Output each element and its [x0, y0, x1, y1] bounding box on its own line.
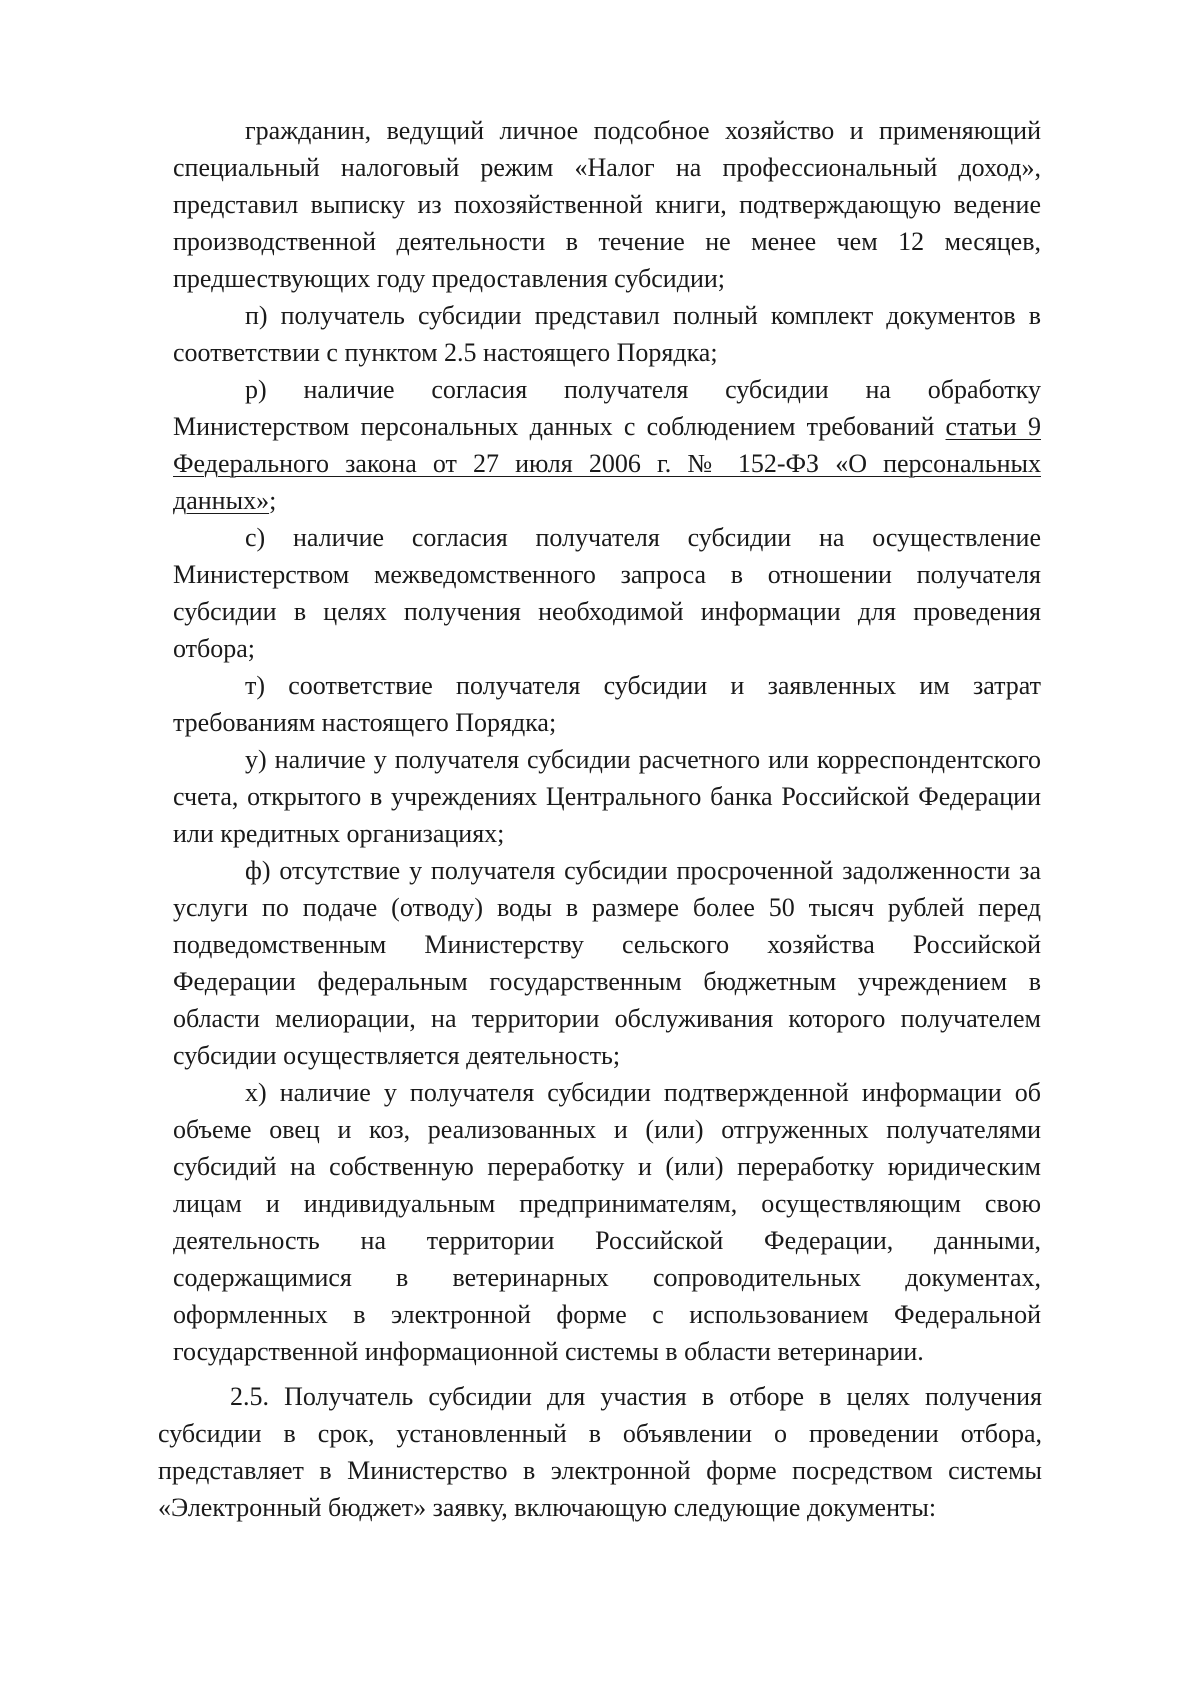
paragraph-2-5: 2.5. Получатель субсидии для участия в отборе в целях получения субсидии в срок, установленный в объявлении о проведении отбора, представляет в Министерство в электронной форме посредством системы «Электронный бюджет» заявку, включающую следующие документы:	[158, 1382, 1042, 1522]
paragraph-continuation: гражданин, ведущий личное подсобное хозяйство и применяющий специальный налоговый режим «Налог на профессиональный доход», представил выписку из похозяйственной книги, подтверждающую ведение производственной деятельности в течение не менее чем 12 месяцев, предшествующих году предоставления субсидии;	[173, 116, 1041, 293]
paragraph-p: п) получатель субсидии представил полный комплект документов в соответствии с пунктом 2.5 настоящего Порядка;	[173, 301, 1041, 367]
paragraph-r-end: ;	[269, 486, 277, 515]
paragraph-s: с) наличие согласия получателя субсидии на осуществление Министерством межведомственного запроса в отношении получателя субсидии в целях получения необходимой информации для проведения отбора;	[173, 523, 1041, 663]
document-body	[173, 112, 1041, 1370]
paragraph-f: ф) отсутствие у получателя субсидии просроченной задолженности за услуги по подаче (отводу) воды в размере более 50 тысяч рублей перед подведомственным Министерству сельского хозяйства Российской Федерации федеральным государственным бюджетным учреждением в области мелиорации, на территории обслуживания которого получателем субсидии осуществляется деятельность;	[173, 856, 1041, 1070]
paragraph-h: х) наличие у получателя субсидии подтвержденной информации об объеме овец и коз, реализованных и (или) отгруженных получателями субсидий на собственную переработку и (или) переработку юридическим лицам и индивидуальным предпринимателям, осуществляющим свою деятельность на территории Российской Федерации, данными, содержащимися в ветеринарных сопроводительных документах, оформленных в электронной форме с использованием Федеральной государственной информационной системы в области ветеринарии.	[173, 1078, 1041, 1366]
paragraph-u: у) наличие у получателя субсидии расчетного или корреспондентского счета, открытого в учреждениях Центрального банка Российской Федерации или кредитных организациях;	[173, 745, 1041, 848]
document-body-section-2-5	[158, 1378, 1042, 1526]
paragraph-r-text: р) наличие согласия получателя субсидии на обработку Министерством персональных данных с соблюдением требований	[173, 375, 1041, 441]
federal-law-link[interactable]: статьи 9 Федерального закона от 27 июля 2006 г. № 152-ФЗ «О персональных данных»	[173, 412, 1041, 515]
paragraph-r	[173, 371, 1041, 519]
paragraph-t: т) соответствие получателя субсидии и заявленных им затрат требованиям настоящего Порядка;	[173, 671, 1041, 737]
